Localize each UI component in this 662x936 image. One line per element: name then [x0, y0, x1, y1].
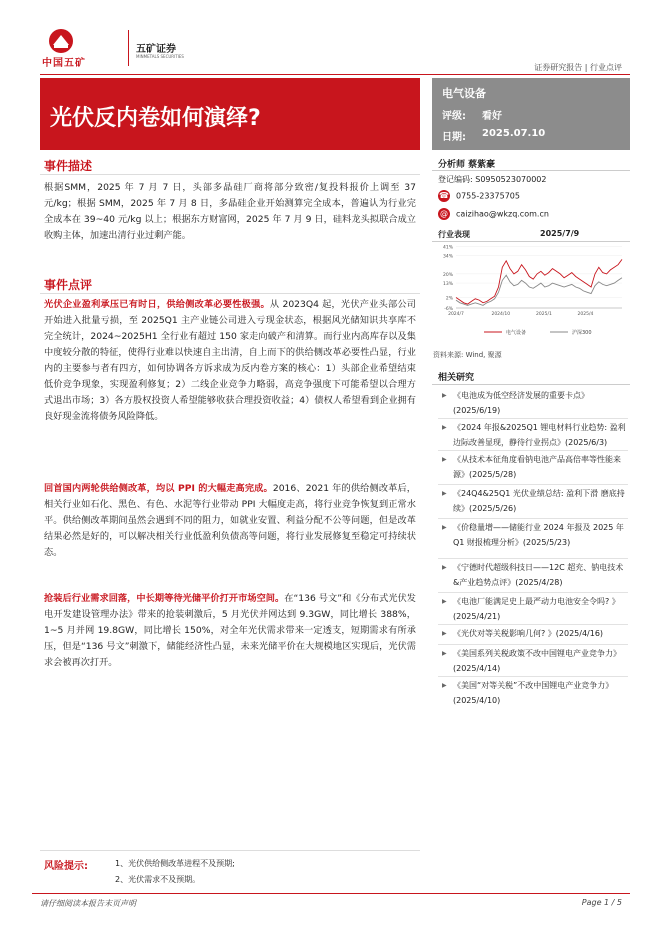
- bullet-arrow-icon: ▶: [442, 392, 447, 399]
- analyst-phone: [438, 190, 520, 202]
- chart-y-tick-label: 13%: [442, 282, 453, 288]
- rating-box: [432, 78, 630, 150]
- footer-divider: [32, 893, 630, 894]
- related-research-item[interactable]: [443, 646, 629, 676]
- comment-paragraph-2: [44, 481, 416, 561]
- performance-date: 2025/7/9: [540, 229, 580, 238]
- bullet-arrow-icon: ▶: [442, 524, 447, 531]
- related-research-item[interactable]: [443, 452, 629, 482]
- related-research-item[interactable]: [443, 594, 629, 624]
- related-separator: [438, 484, 628, 485]
- event-text: 根据SMM，2025 年 7 月 7 日，头部多晶硅厂商将部分致密/复投料报价上调至 37 元/kg；根据 SMM，2025 年 7 月 8 日，多晶硅企业开始测算完全成本，普遍认为行业完全成本在 39~40 元/kg 以上；根据东方财富网，2025 年 7 月 9 日，硅料龙头拟联合成立收购主体，加速出清行业过剩产能。: [44, 182, 416, 241]
- bullet-arrow-icon: ▶: [442, 564, 447, 571]
- related-research-item[interactable]: [443, 486, 629, 516]
- related-research-title[interactable]: 《光伏对等关税影响几何? 》(2025/4/16): [453, 629, 604, 638]
- chart-y-tick-label: 41%: [442, 245, 453, 251]
- bullet-arrow-icon: ▶: [442, 456, 447, 463]
- related-separator: [438, 558, 628, 559]
- chart-x-tick-label: 2025/4: [577, 312, 594, 317]
- related-separator: [438, 518, 628, 519]
- paragraph-lead: 回首国内两轮供给侧改革，均以 PPI 的大幅走高完成。: [44, 483, 273, 494]
- title-banner: [40, 78, 420, 150]
- comment-paragraph-1: [44, 297, 416, 425]
- risk-item: 2、光伏需求不及预期。: [115, 875, 201, 884]
- rating-value: 看好: [482, 111, 502, 122]
- related-research-title[interactable]: 《24Q4&25Q1 光伏业绩总结: 盈利下滑 磨底持续》(2025/5/26): [453, 489, 625, 513]
- related-separator: [438, 624, 628, 625]
- email-address[interactable]: caizihao@wkzq.com.cn: [456, 209, 549, 219]
- paragraph-lead: 抢装后行业需求回落，中长期等待光储平价打开市场空间。: [44, 593, 285, 604]
- comment-paragraph-3: [44, 591, 416, 671]
- sector-name: 电气设备: [442, 87, 486, 100]
- phone-number: 0755-23375705: [456, 191, 520, 201]
- chart-legend-label: 沪深300: [572, 330, 592, 336]
- footer-disclaimer: 请仔细阅读本报告末页声明: [40, 899, 136, 908]
- chart-y-tick-label: 20%: [442, 272, 453, 278]
- risk-item: 1、光伏供给侧改革进程不及预期;: [115, 859, 235, 868]
- chart-source: 资料来源: Wind, 聚源: [433, 351, 502, 359]
- bullet-arrow-icon: ▶: [442, 424, 447, 431]
- performance-heading: 行业表现: [438, 230, 470, 239]
- bullet-arrow-icon: ▶: [442, 630, 447, 637]
- paragraph-body: 2016、2021 年的供给侧改革后，相关行业如石化、黑色、有色、水泥等行业带动 PPI 大幅度走高，将行业竞争恢复到正常水平。供给侧改革期间虽然会遇到不同的阻力，如就业安置、利益分配不公等问题，但是改革结果必然是好的，可以解决相关行业低盈利负债高等问题，将行业发展修复至稳定可持续状态。: [44, 483, 416, 558]
- chart-y-tick-label: -6%: [444, 307, 453, 312]
- chart-y-tick-label: 34%: [442, 254, 453, 260]
- report-title: 光伏反内卷如何演绎?: [50, 106, 261, 131]
- risk-label: 风险提示:: [44, 861, 88, 872]
- minmetals-logo-icon: [48, 28, 74, 54]
- related-research-item[interactable]: [443, 388, 629, 418]
- related-separator: [438, 676, 628, 677]
- chart-x-tick-label: 2024/7: [448, 312, 464, 317]
- report-type: 证券研究报告 | 行业点评: [534, 63, 622, 72]
- email-icon: @: [440, 209, 448, 218]
- related-research-title[interactable]: 《电池成为低空经济发展的重要卡点》(2025/6/19): [453, 391, 589, 415]
- page-number: Page 1 / 5: [581, 898, 622, 907]
- related-research-title[interactable]: 《美国系列关税政策不改中国锂电产业竞争力》(2025/4/14): [453, 649, 621, 673]
- bullet-arrow-icon: ▶: [442, 650, 447, 657]
- date-label: 日期:: [442, 132, 466, 143]
- related-research-title[interactable]: 《价稳量增——储能行业 2024 年报及 2025 年 Q1 财报梳理分析》(2025/5/23): [453, 523, 624, 547]
- related-research-title[interactable]: 《美国“对等关税”不改中国锂电产业竞争力》(2025/4/10): [453, 681, 614, 705]
- logo-securities-en: MINMETALS SECURITIES: [136, 54, 184, 59]
- chart-x-tick-label: 2025/1: [536, 312, 552, 317]
- paragraph-body: 在“136 号文”和《分布式光伏发电开发建设管理办法》带来的抢装刺激后，5 月光伏并网达到 9.3GW，同比增长 388%，1~5 月并网 19.8GW，同比增长 150%，对全年光伏需求带来一定透支，短期需求有所承压，但是“136 号文”刺激下，储能经济性凸显，未来光储平价在大规模地区实现后，光伏需求会被再次打开。: [44, 593, 416, 668]
- related-separator: [438, 644, 628, 645]
- header-divider: [40, 74, 630, 75]
- paragraph-body: 从 2023Q4 起，光伏产业头部公司开始进入批量亏损，至 2025Q1 主产业链公司进入亏现金状态，根据风光储知识共享库不完全统计，2024~2025H1 全行业有超过 150 家走向破产和清算。而行业内高库存以及集中度较分散的特征，使得行业难以快速自主出清，自上而下的供给侧改革必要性凸显，行业内的主要参与者有四方，如何协调各方诉求成为反内卷方案的核心：1）头部企业希望结束低价竞争现象，实现盈利修复；2）二线企业竞争力略弱，高竞争强度下可能希望以合理方式退出市场；3）各方股权投资人希望能够收获合理投资收益；4）债权人希望看到企业拥有良好现金流将债务风险降低。: [44, 299, 416, 422]
- chart-legend-label: 电气设备: [506, 330, 527, 336]
- chart-x-tick-label: 2024/10: [491, 312, 511, 317]
- logo-divider: [128, 30, 129, 66]
- related-research-title[interactable]: 《从技术本征角度看钠电池产品高倍率等性能来源》(2025/5/28): [453, 455, 621, 479]
- related-separator: [438, 450, 628, 451]
- bullet-arrow-icon: ▶: [442, 682, 447, 689]
- chart-y-tick-label: 2%: [445, 296, 453, 302]
- related-research-item[interactable]: [443, 678, 629, 708]
- comment-heading: 事件点评: [44, 278, 93, 292]
- related-research-item[interactable]: [443, 560, 629, 590]
- performance-chart: [432, 240, 630, 343]
- related-research-item[interactable]: [443, 520, 629, 550]
- bullet-arrow-icon: ▶: [442, 490, 447, 497]
- related-research-item[interactable]: [443, 420, 629, 450]
- related-research-title[interactable]: 《宁德时代超级科技日——12C 超充、钠电技术&产业趋势点评》(2025/4/28): [453, 563, 624, 587]
- analyst-divider: [432, 170, 630, 171]
- risk-divider: [40, 850, 420, 851]
- analyst-registration: 登记编码: S0950523070002: [438, 175, 547, 184]
- rating-label: 评级:: [442, 111, 466, 122]
- bullet-arrow-icon: ▶: [442, 598, 447, 605]
- logo-company-name: 中国五矿: [42, 58, 86, 69]
- related-research-title[interactable]: 《2024 年报&2025Q1 锂电材料行业趋势: 盈利边际改善显现，静待行业拐点》(2025/6/3): [453, 423, 626, 447]
- analyst-name: 分析师 蔡紫豪: [438, 160, 496, 170]
- related-separator: [438, 592, 628, 593]
- related-research-item[interactable]: [443, 626, 629, 641]
- date-value: 2025.07.10: [482, 128, 546, 139]
- phone-icon: ☎: [439, 191, 449, 200]
- related-divider: [432, 384, 630, 385]
- paragraph-lead: 光伏企业盈利承压已有时日，供给侧改革必要性极强。: [44, 299, 270, 310]
- related-separator: [438, 418, 628, 419]
- related-heading: 相关研究: [438, 373, 475, 383]
- event-heading: 事件描述: [44, 159, 93, 173]
- logo-securities-name: 五矿证券: [136, 44, 176, 55]
- related-research-title[interactable]: 《电池厂能满足史上最严动力电池安全令吗? 》(2025/4/21): [453, 597, 620, 621]
- rating-row: [442, 107, 502, 122]
- date-row: [442, 128, 546, 143]
- comment-heading-divider: [40, 293, 420, 294]
- company-logo: [40, 24, 184, 69]
- event-heading-divider: [40, 174, 420, 175]
- analyst-email: [438, 208, 549, 220]
